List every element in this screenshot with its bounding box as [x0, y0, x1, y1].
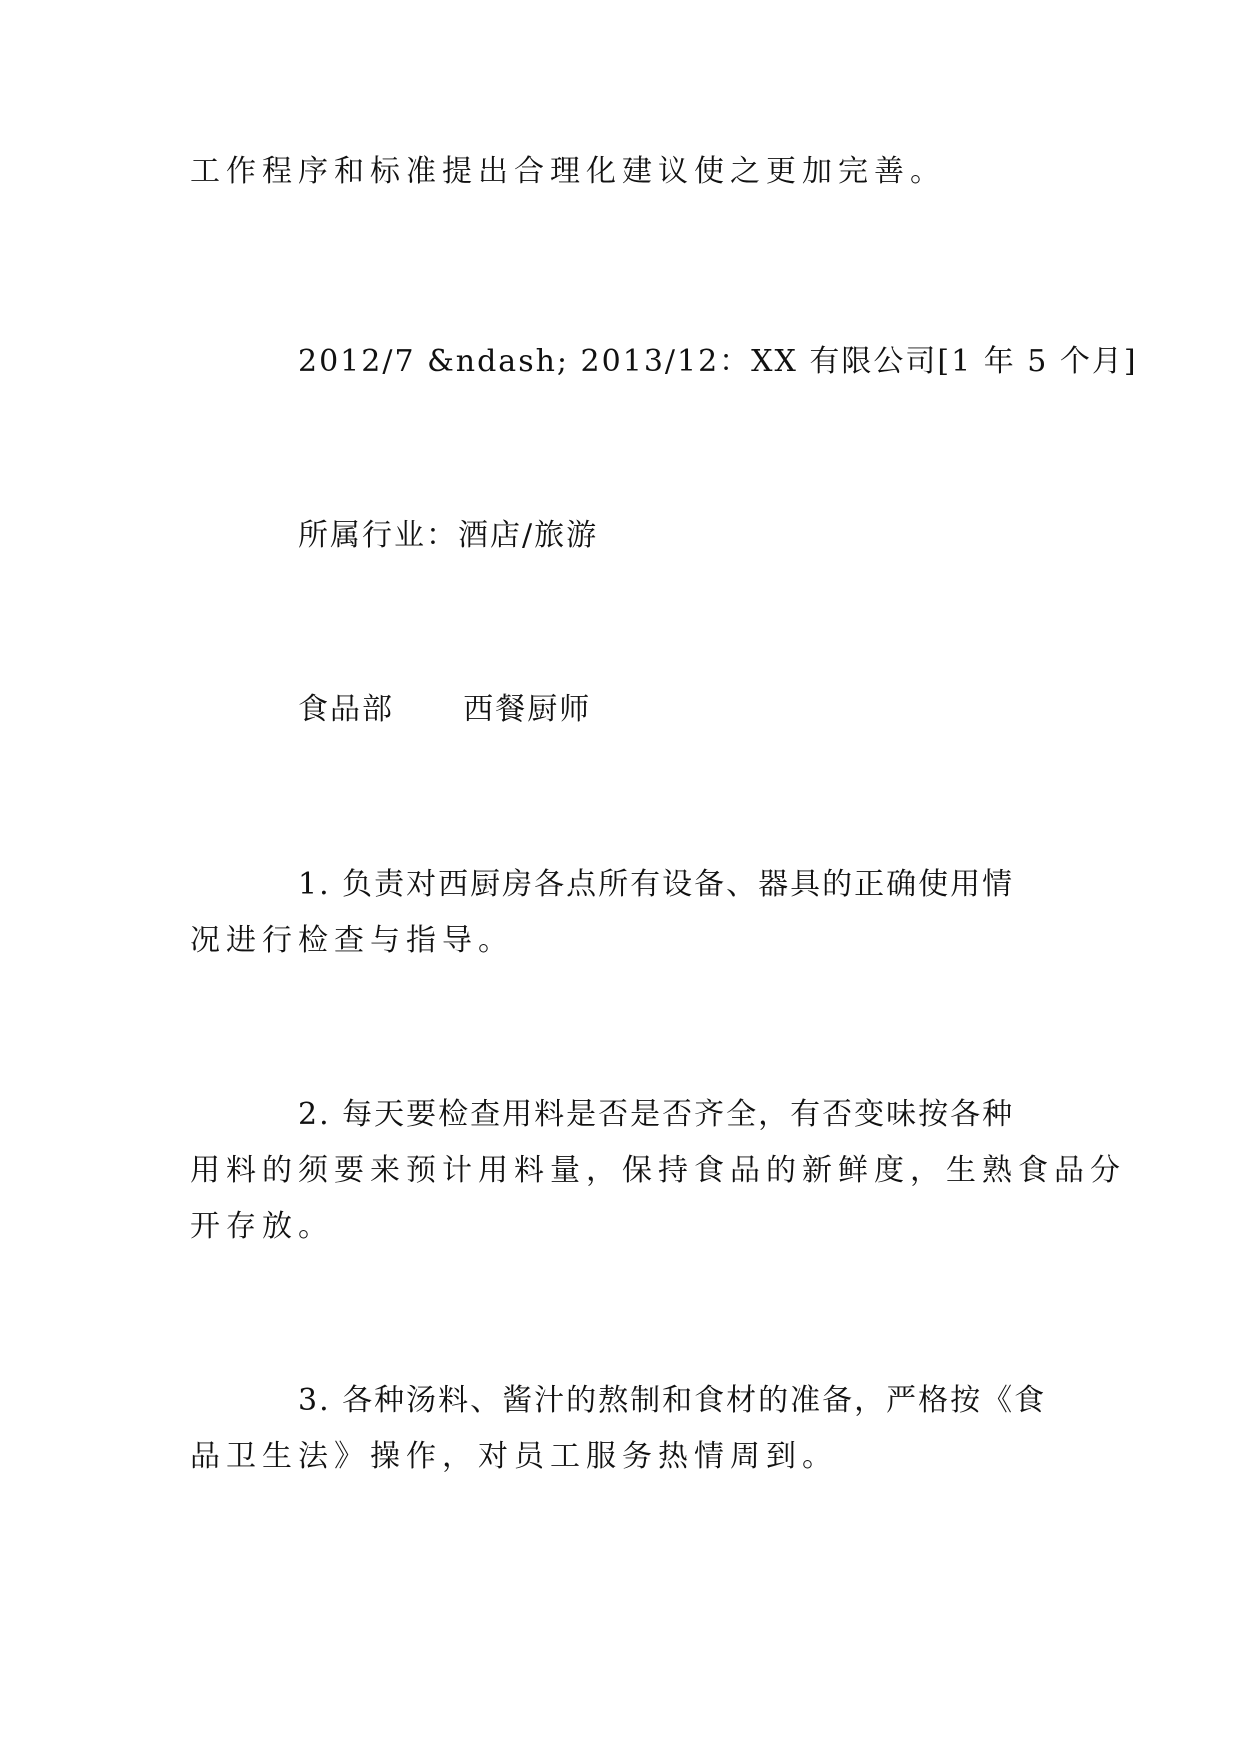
industry-line: 所属行业：酒店/旅游	[298, 518, 599, 553]
employment-period-line: 2012/7 &ndash; 2013/12：XX 有限公司[1 年 5 个月]	[298, 344, 1138, 379]
duty-item-2-continued: 开存放。	[190, 1209, 334, 1244]
department-position-line: 食品部 西餐厨师	[298, 692, 592, 727]
text-line: 工作程序和标准提出合理化建议使之更加完善。	[190, 154, 946, 189]
duty-item-1-continued: 况进行检查与指导。	[190, 923, 514, 958]
duty-item-2: 2. 每天要检查用料是否是否齐全，有否变味按各种	[298, 1097, 1015, 1132]
duty-item-2-continued: 用料的须要来预计用料量，保持食品的新鲜度，生熟食品分	[190, 1153, 1126, 1188]
duty-item-1: 1. 负责对西厨房各点所有设备、器具的正确使用情	[298, 867, 1015, 902]
duty-item-3-continued: 品卫生法》操作，对员工服务热情周到。	[190, 1439, 838, 1474]
duty-item-3: 3. 各种汤料、酱汁的熬制和食材的准备，严格按《食	[298, 1383, 1047, 1418]
